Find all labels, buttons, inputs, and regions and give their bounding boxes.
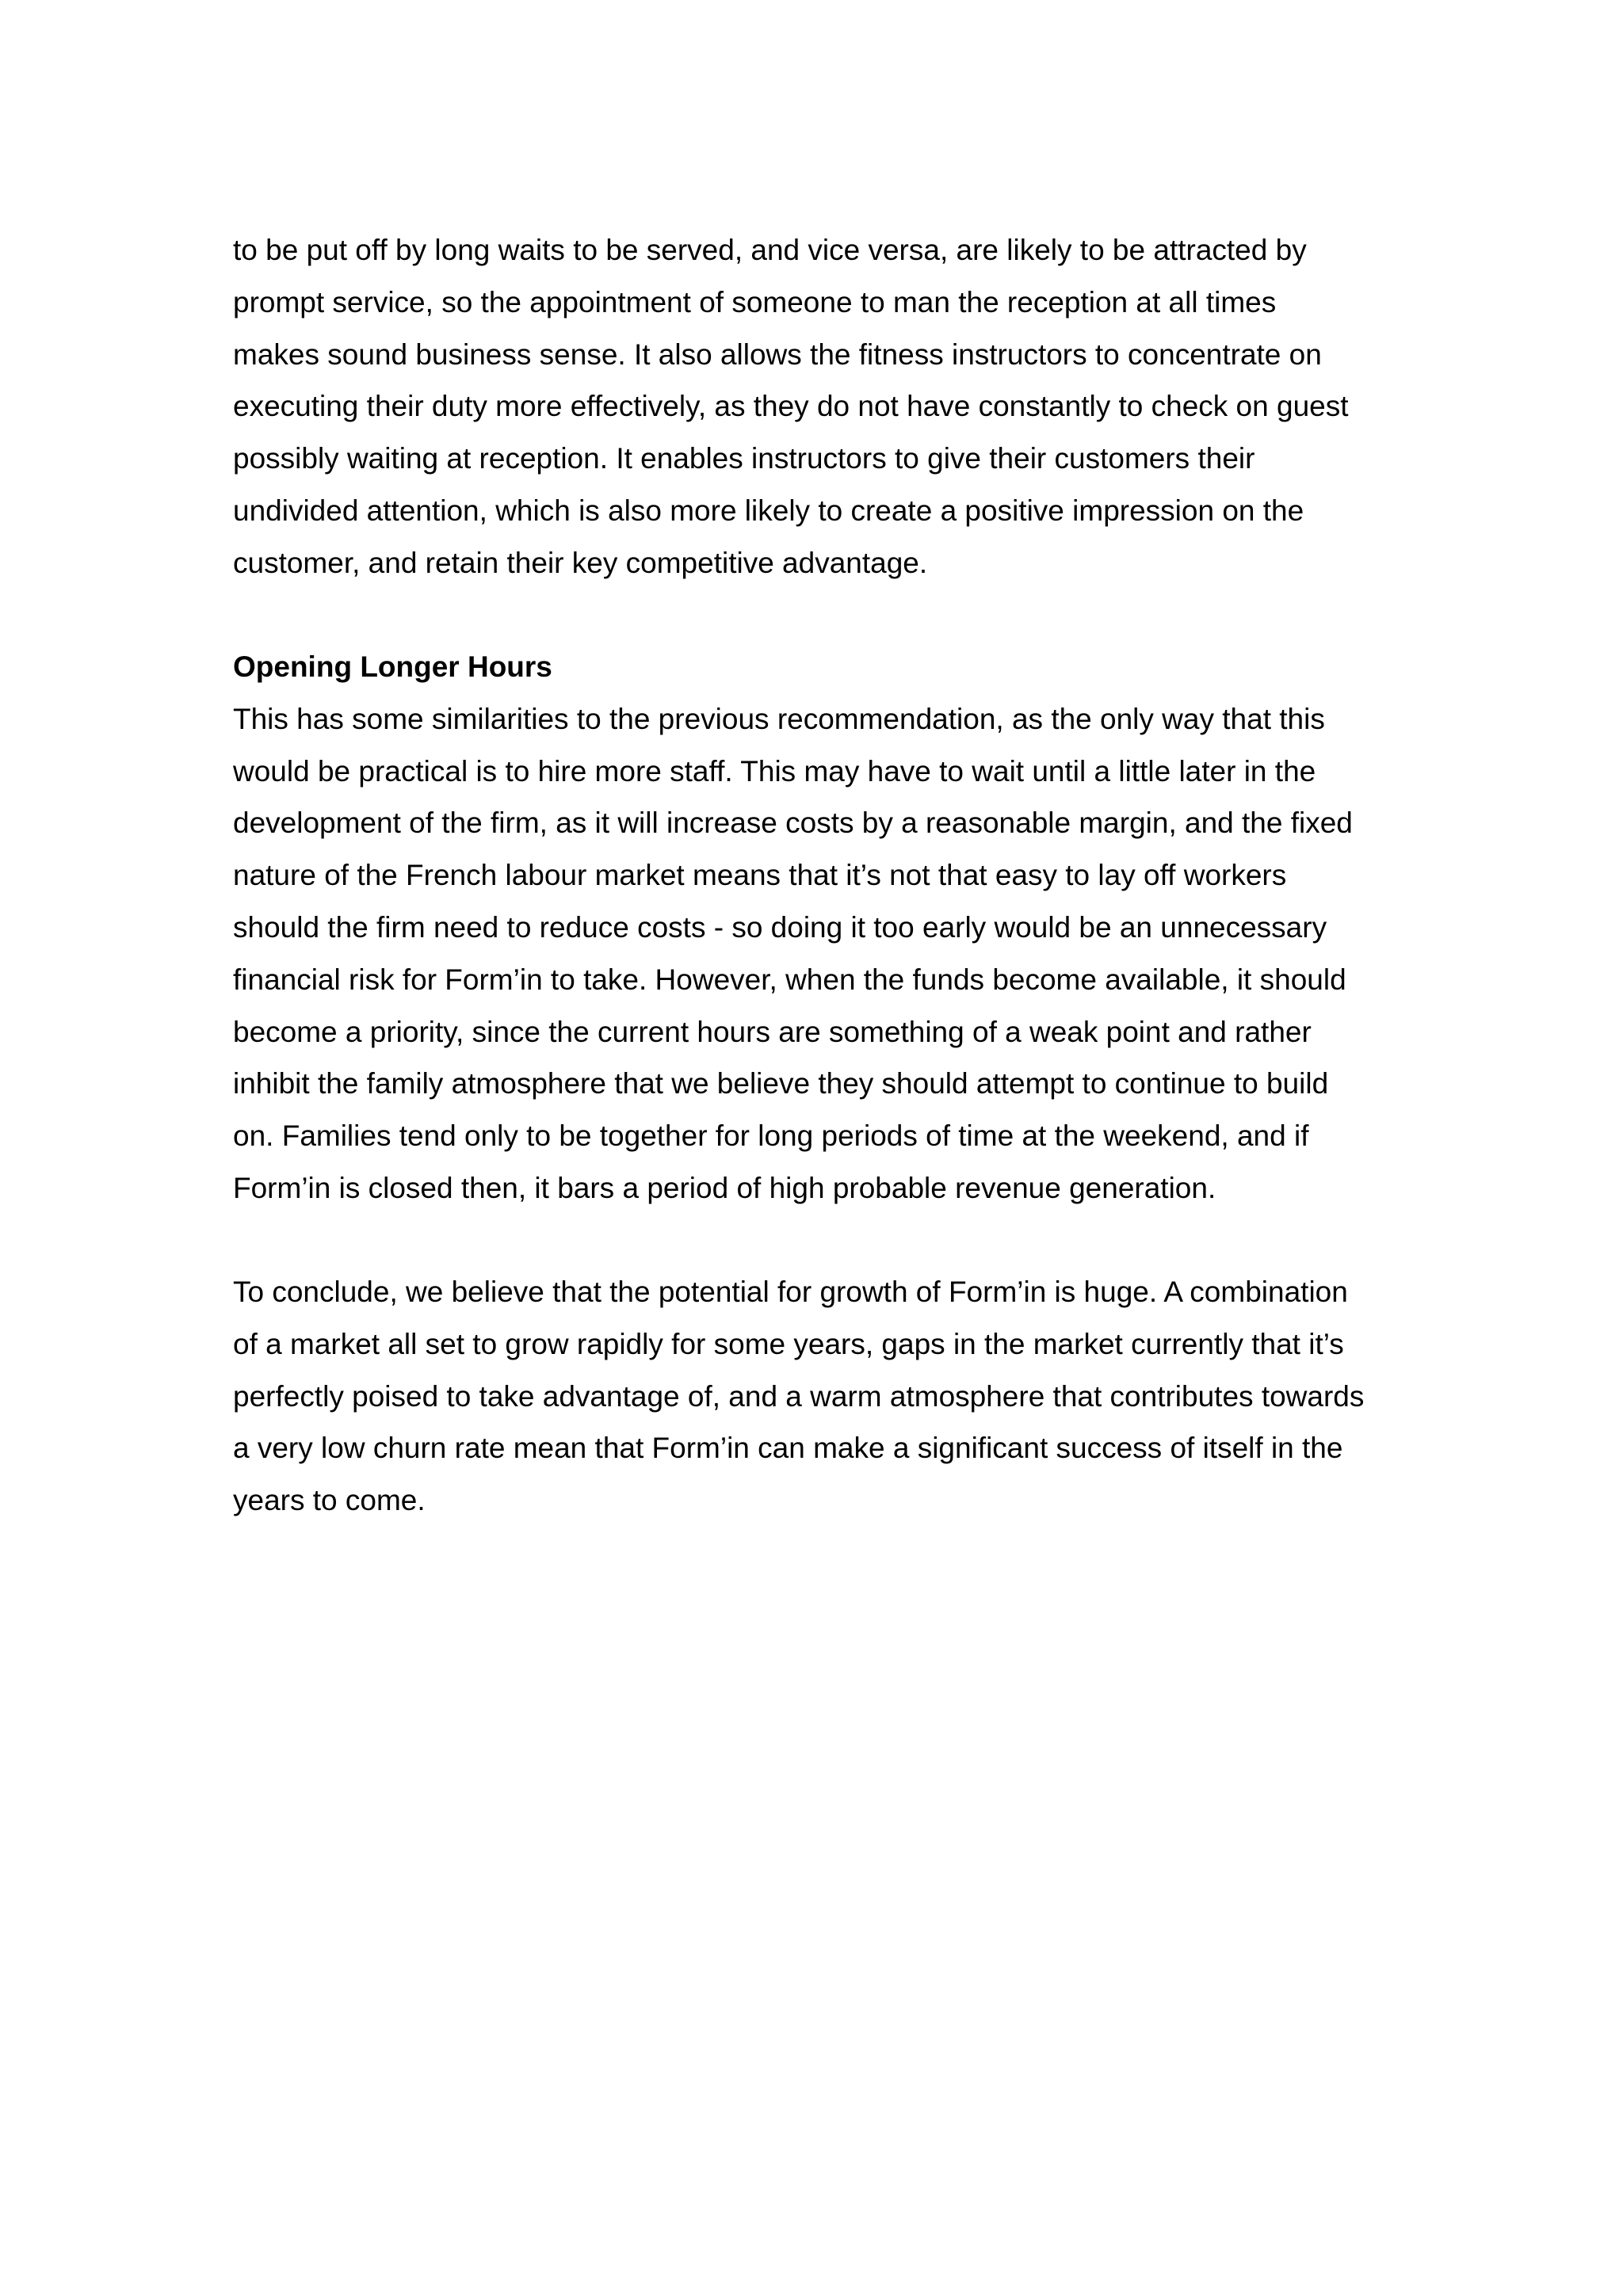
text-line: nature of the French labour market means that it’s not that easy to lay off workers [233,859,1287,892]
section-opening-longer-hours [233,641,1414,1215]
text-line: of a market all set to grow rapidly for some years, gaps in the market currently that it’s [233,1327,1344,1360]
text-line: This has some similarities to the previous recommendation, as the only way that this [233,702,1325,735]
text-line: on. Families tend only to be together for long periods of time at the weekend, and if [233,1119,1309,1153]
text-line: to be put off by long waits to be served, and vice versa, are likely to be attracted by [233,234,1307,266]
text-line: prompt service, so the appointment of someone to man the reception at all times [233,285,1277,318]
text-line: become a priority, since the current hours are something of a weak point and rather [233,1015,1312,1048]
text-line: To conclude, we believe that the potential for growth of Form’in is huge. A combination [233,1276,1348,1308]
paragraph-conclusion [233,1266,1414,1527]
text-line: would be practical is to hire more staff. This may have to wait until a little later in the [233,754,1316,788]
text-line: a very low churn rate mean that Form’in can make a significant success of itself in the [233,1432,1343,1465]
text-line: years to come. [233,1484,426,1517]
text-line: development of the firm, as it will increase costs by a reasonable margin, and the fixed [233,807,1353,840]
text-line: makes sound business sense. It also allows the fitness instructors to concentrate on [233,338,1322,371]
text-line: possibly waiting at reception. It enables instructors to give their customers their [233,442,1255,475]
paragraph-reception-staffing [233,224,1414,589]
section-heading: Opening Longer Hours [233,650,552,683]
text-line: inhibit the family atmosphere that we believe they should attempt to continue to build [233,1067,1329,1100]
text-line: should the firm need to reduce costs - so doing it too early would be an unnecessary [233,910,1327,944]
text-line: Form’in is closed then, it bars a period of high probable revenue generation. [233,1171,1216,1204]
text-line: executing their duty more effectively, as they do not have constantly to check on guest [233,390,1349,423]
text-line: undivided attention, which is also more likely to create a positive impression on the [233,494,1304,527]
text-line: perfectly poised to take advantage of, and a warm atmosphere that contributes towards [233,1379,1365,1413]
text-line: customer, and retain their key competitive advantage. [233,546,928,579]
text-line: financial risk for Form’in to take. However, when the funds become available, it should [233,963,1346,996]
